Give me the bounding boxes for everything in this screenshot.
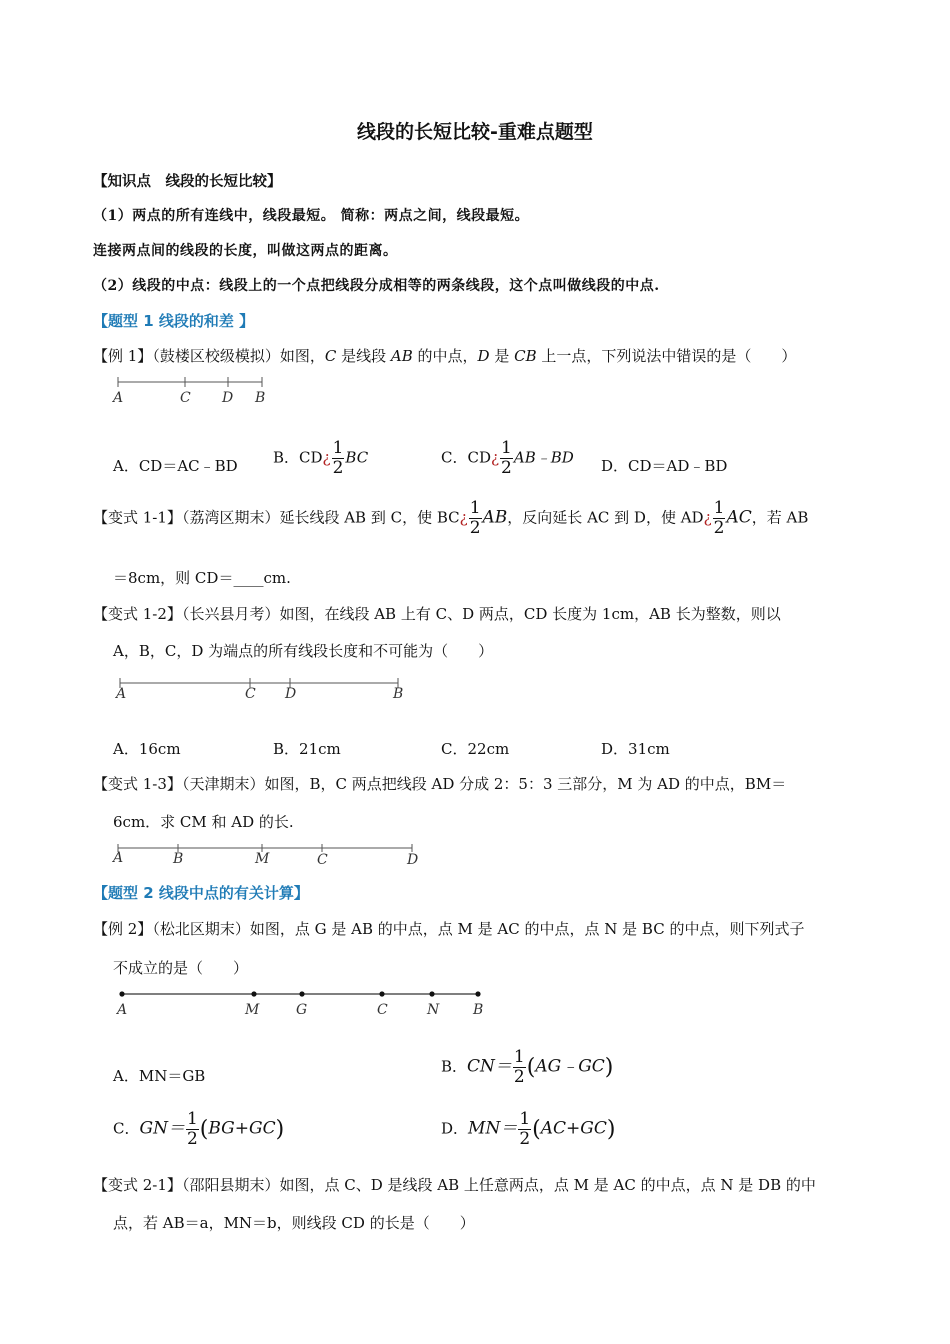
- math-expr: GN＝: [139, 1118, 185, 1139]
- label-g: G: [296, 1002, 308, 1018]
- example-1-option-b[interactable]: [273, 440, 368, 477]
- example-1-source: （鼓楼区校级模拟）: [152, 347, 280, 365]
- option-text: C．: [113, 1119, 140, 1138]
- garbled-char: ¿: [703, 508, 712, 527]
- example-source: （松北区期末）: [152, 920, 250, 938]
- segment-ab: AB: [386, 347, 418, 365]
- example-2-option-b[interactable]: [441, 1049, 613, 1086]
- label-d: D: [222, 390, 234, 406]
- variant-1-2-line-2: A，B，C，D 为端点的所有线段长度和不可能为（ ）: [113, 642, 494, 660]
- option-text: D．: [441, 1119, 469, 1138]
- option-text: B．: [441, 1057, 468, 1076]
- label-a: A: [116, 686, 127, 702]
- variant-tag: 【变式 2-1】: [93, 1176, 182, 1194]
- figure-variant-1-2: [110, 675, 410, 705]
- denominator: 2: [713, 518, 725, 538]
- numerator: 1: [501, 438, 512, 458]
- label-b: B: [255, 390, 266, 406]
- variant-source: （荔湾区期末）: [181, 508, 280, 527]
- example-1-stem: [93, 345, 796, 366]
- numerator: 1: [332, 438, 344, 458]
- variant-1-2-option-a[interactable]: A．16cm: [113, 740, 181, 758]
- garbled-char: ¿: [490, 448, 500, 467]
- option-text: BC: [345, 448, 369, 467]
- variant-tag: 【变式 1-1】: [93, 508, 182, 527]
- denominator: 2: [186, 1129, 198, 1149]
- example-1-option-a[interactable]: A．CD＝AC﹣BD: [113, 457, 238, 475]
- knowledge-header: 【知识点 线段的长短比较】: [93, 173, 282, 190]
- example-tag: 【例 2】: [93, 920, 153, 938]
- variant-source: （长兴县月考）: [181, 605, 280, 623]
- fraction: [332, 440, 345, 477]
- label-a: A: [113, 390, 124, 406]
- denominator: 2: [469, 518, 481, 538]
- numerator: 1: [713, 498, 725, 518]
- knowledge-line-3: （2）线段的中点：线段上的一个点把线段分成相等的两条线段，这个点叫做线段的中点.: [93, 278, 660, 294]
- variant-1-2-option-c[interactable]: C．22cm: [441, 740, 510, 758]
- paren: (: [526, 1055, 536, 1080]
- denominator: 2: [501, 458, 512, 478]
- denominator: 2: [332, 458, 344, 478]
- paren: (: [199, 1117, 209, 1142]
- stem-text: 如图，B，C 两点把线段 AD 分成 2：5：3 三部分，M 为 AD 的中点，BM＝: [264, 775, 787, 793]
- denominator: 2: [519, 1129, 531, 1149]
- section-2-title: 【题型 2 线段中点的有关计算】: [93, 884, 309, 902]
- garbled-char: ¿: [322, 448, 331, 467]
- segment-cb: CB: [509, 347, 542, 365]
- variant-1-1-line-1: [93, 500, 808, 537]
- knowledge-line-1: （1）两点的所有连线中，线段最短。 简称：两点之间，线段最短。: [93, 208, 530, 224]
- stem-text: 如图，: [279, 347, 325, 365]
- example-1-option-d[interactable]: D．CD＝AD﹣BD: [601, 457, 728, 475]
- page-title: 线段的长短比较-重难点题型: [357, 121, 593, 143]
- example-1-option-c[interactable]: [441, 440, 574, 477]
- math-expr: MN＝: [468, 1118, 518, 1139]
- math-expr: AB: [482, 507, 508, 528]
- math-expr: AG﹣GC: [535, 1056, 605, 1077]
- label-n: N: [427, 1002, 440, 1018]
- variant-1-2-option-b[interactable]: B．21cm: [273, 740, 341, 758]
- numerator: 1: [519, 1109, 531, 1129]
- variant-2-1-line-1: [93, 1174, 816, 1195]
- stem-text: 延长线段 AB 到 C，使 BC: [279, 508, 460, 527]
- variant-tag: 【变式 1-3】: [93, 775, 182, 793]
- garbled-char: ¿: [459, 508, 468, 527]
- stem-text: ，若 AB: [751, 508, 809, 527]
- variant-1-2-option-d[interactable]: D．31cm: [601, 740, 670, 758]
- variant-tag: 【变式 1-2】: [93, 605, 182, 623]
- example-2-line-1: [93, 918, 804, 939]
- fraction: [500, 440, 513, 477]
- paren: ): [604, 1055, 614, 1080]
- label-d: D: [407, 852, 419, 868]
- numerator: 1: [186, 1109, 198, 1129]
- label-c: C: [245, 686, 256, 702]
- paren: ): [275, 1117, 285, 1142]
- label-m: M: [245, 1002, 260, 1018]
- label-b: B: [393, 686, 404, 702]
- math-expr: BG+GC: [208, 1118, 276, 1139]
- variant-1-3-line-1: [93, 773, 786, 794]
- example-2-option-a[interactable]: A．MN＝GB: [113, 1067, 206, 1085]
- option-text: C．CD: [441, 448, 491, 467]
- label-b: B: [173, 851, 184, 867]
- fraction: [518, 1111, 531, 1148]
- option-text: B．CD: [273, 448, 323, 467]
- fraction: [186, 1111, 199, 1148]
- stem-text: 是: [494, 347, 510, 365]
- stem-text: 如图，点 C、D 是线段 AB 上任意两点，点 M 是 AC 的中点，点 N 是 DB 的中: [279, 1176, 816, 1194]
- fraction: [713, 500, 726, 537]
- variant-1-1-line-2: ＝8cm，则 CD＝____cm.: [113, 569, 291, 587]
- paren: (: [532, 1117, 541, 1142]
- example-2-option-d[interactable]: [441, 1111, 615, 1148]
- stem-text: 的中点，: [417, 347, 478, 365]
- stem-text: 如图，在线段 AB 上有 C、D 两点，CD 长度为 1cm，AB 长为整数，则以: [279, 605, 781, 623]
- stem-text: ，反向延长 AC 到 D，使 AD: [507, 508, 704, 527]
- example-2-option-c[interactable]: [113, 1111, 284, 1148]
- knowledge-line-2: 连接两点间的线段的长度，叫做这两点的距离。: [93, 243, 398, 259]
- numerator: 1: [513, 1047, 525, 1067]
- section-1-title: 【题型 1 线段的和差 】: [93, 312, 255, 330]
- figure-example-2: [112, 988, 492, 1020]
- variant-2-1-line-2: 点，若 AB＝a，MN＝b，则线段 CD 的长是（ ）: [113, 1214, 475, 1232]
- numerator: 1: [469, 498, 481, 518]
- label-a: A: [113, 850, 124, 866]
- variant-1-2-line-1: [93, 603, 781, 624]
- math-expr: AC: [726, 507, 752, 528]
- point-label: C: [324, 347, 337, 365]
- label-b: B: [473, 1002, 484, 1018]
- label-m: M: [255, 851, 270, 867]
- label-a: A: [117, 1002, 128, 1018]
- math-expr: CN＝: [467, 1056, 512, 1077]
- variant-source: （邵阳县期末）: [181, 1176, 280, 1194]
- example-1-tag: 【例 1】: [93, 347, 153, 365]
- example-2-line-2: 不成立的是（ ）: [113, 959, 249, 977]
- label-c: C: [317, 852, 328, 868]
- math-expr: AC+GC: [540, 1118, 607, 1139]
- label-c: C: [180, 390, 191, 406]
- figure-variant-1-3: [110, 842, 430, 868]
- option-text: AB﹣BD: [513, 448, 574, 467]
- stem-text: 是线段: [341, 347, 387, 365]
- paren: ): [606, 1117, 616, 1142]
- point-label: D: [477, 347, 490, 365]
- variant-1-3-line-2: 6cm．求 CM 和 AD 的长.: [113, 813, 294, 831]
- fraction: [469, 500, 482, 537]
- fraction: [513, 1049, 526, 1086]
- label-d: D: [285, 686, 297, 702]
- stem-text: 上一点，下列说法中错误的是（ ）: [541, 347, 797, 365]
- label-c: C: [377, 1002, 388, 1018]
- variant-source: （天津期末）: [181, 775, 265, 793]
- figure-example-1: [110, 372, 280, 408]
- denominator: 2: [513, 1067, 525, 1087]
- stem-text: 如图，点 G 是 AB 的中点，点 M 是 AC 的中点，点 N 是 BC 的中点，则下列式子: [249, 920, 805, 938]
